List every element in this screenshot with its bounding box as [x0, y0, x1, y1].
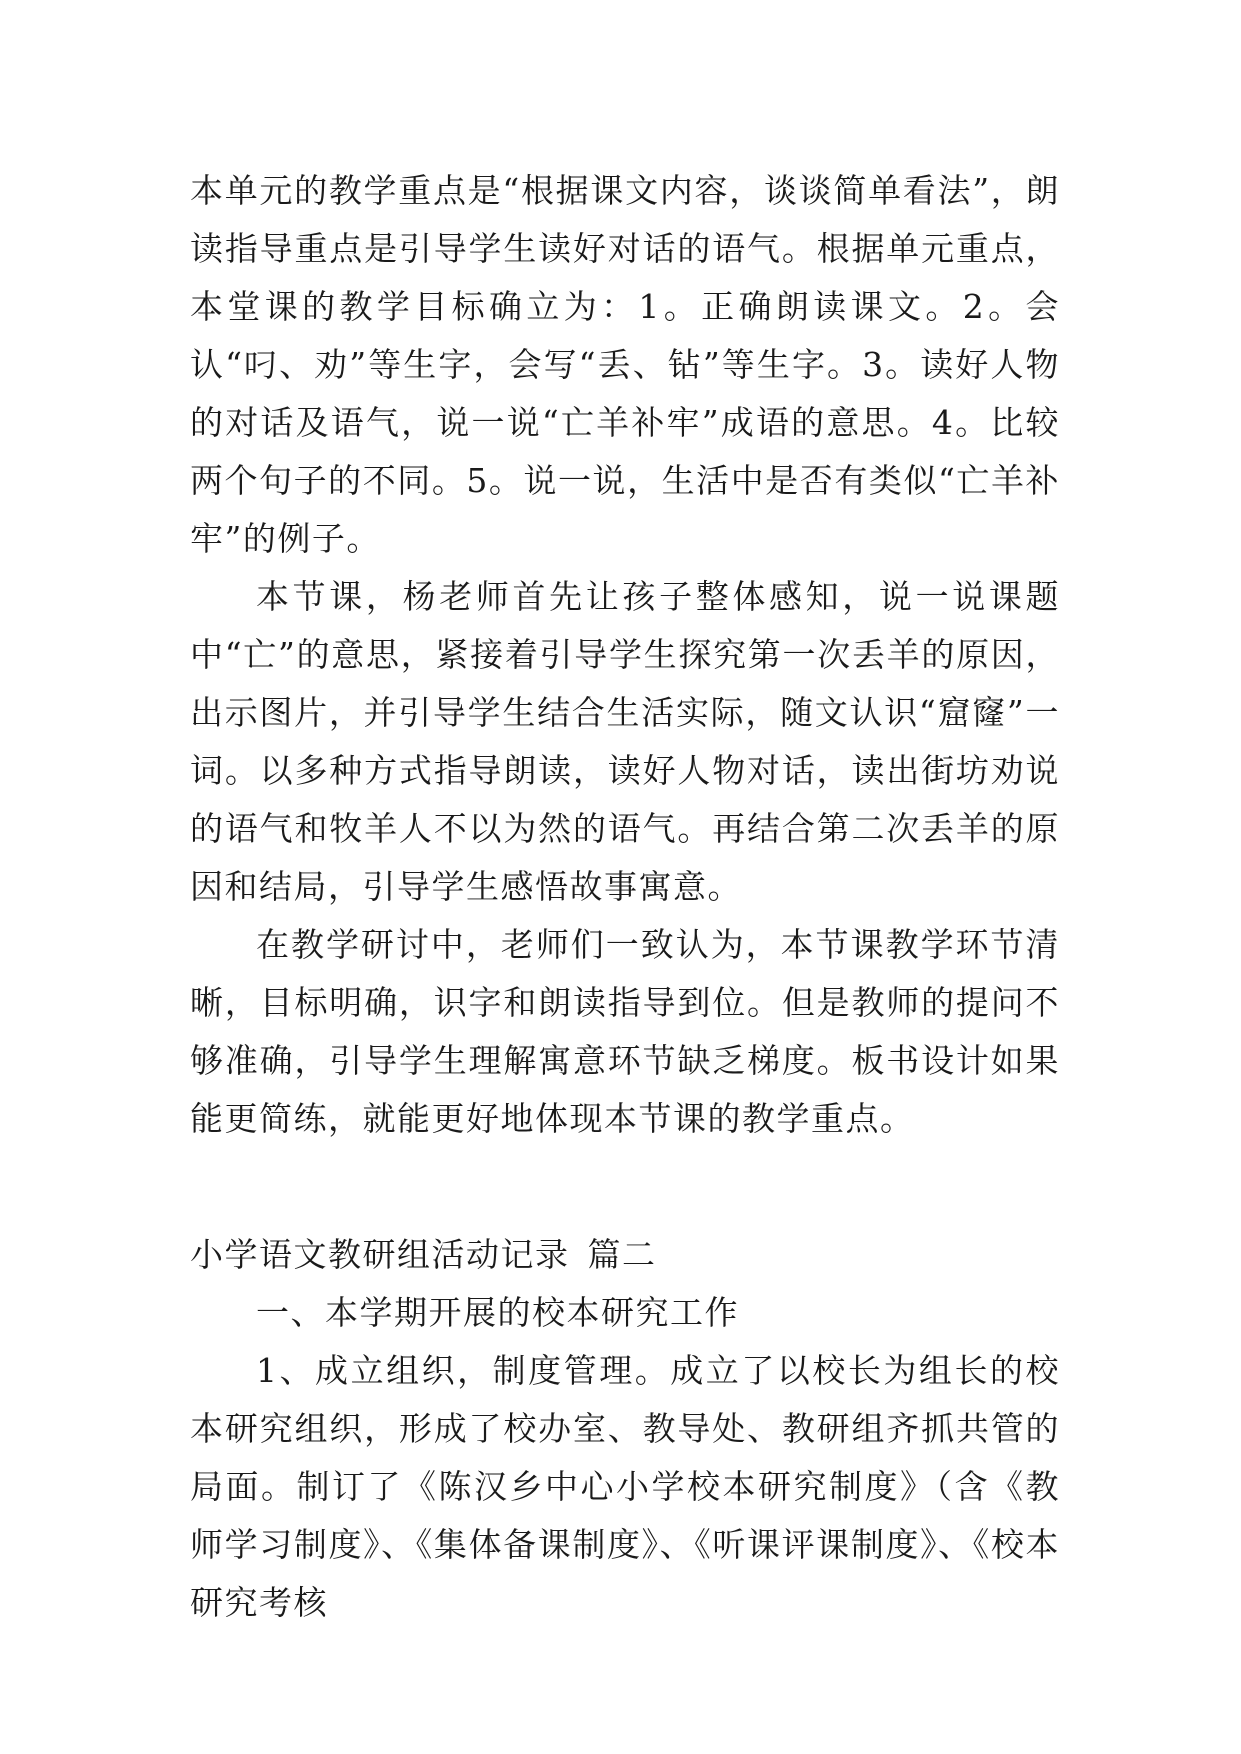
section-title: [190, 1226, 1060, 1284]
paragraph-lesson-process: 本节课，杨老师首先让孩子整体感知，说一说课题中“亡”的意思，紧接着引导学生探究第一次丢羊的原因，出示图片，并引导学生结合生活实际，随文认识“窟窿”一词。以多种方式指导朗读，读好人物对话，读出街坊劝说的语气和牧羊人不以为然的语气。再结合第二次丢羊的原因和结局，引导学生感悟故事寓意。: [190, 577, 1060, 906]
section-title-suffix: 篇二: [587, 1235, 657, 1274]
paragraph-organization-management: 1、成立组织，制度管理。成立了以校长为组长的校本研究组织，形成了校办室、教导处、教研组齐抓共管的局面。制订了《陈汉乡中心小学校本研究制度》（含《教师学习制度》、《集体备课制度》、《听课评课制度》、《校本研究考核: [190, 1351, 1060, 1622]
paragraph-teaching-goals: 本单元的教学重点是“根据课文内容，谈谈简单看法”，朗读指导重点是引导学生读好对话的语气。根据单元重点，本堂课的教学目标确立为：1。正确朗读课文。2。会认“叼、劝”等生字，会写“丢、钻”等生字。3。读好人物的对话及语气，说一说“亡羊补牢”成语的意思。4。比较两个句子的不同。5。说一说，生活中是否有类似“亡羊补牢”的例子。: [190, 171, 1060, 558]
document-page: [190, 162, 1060, 1632]
section-title-main: 小学语文教研组活动记录: [190, 1235, 570, 1274]
paragraph-teaching-discussion: 在教学研讨中，老师们一致认为，本节课教学环节清晰，目标明确，识字和朗读指导到位。但是教师的提问不够准确，引导学生理解寓意环节缺乏梯度。板书设计如果能更简练，就能更好地体现本节课的教学重点。: [190, 925, 1060, 1138]
paragraph-heading-school-research: 一、本学期开展的校本研究工作: [256, 1293, 739, 1332]
